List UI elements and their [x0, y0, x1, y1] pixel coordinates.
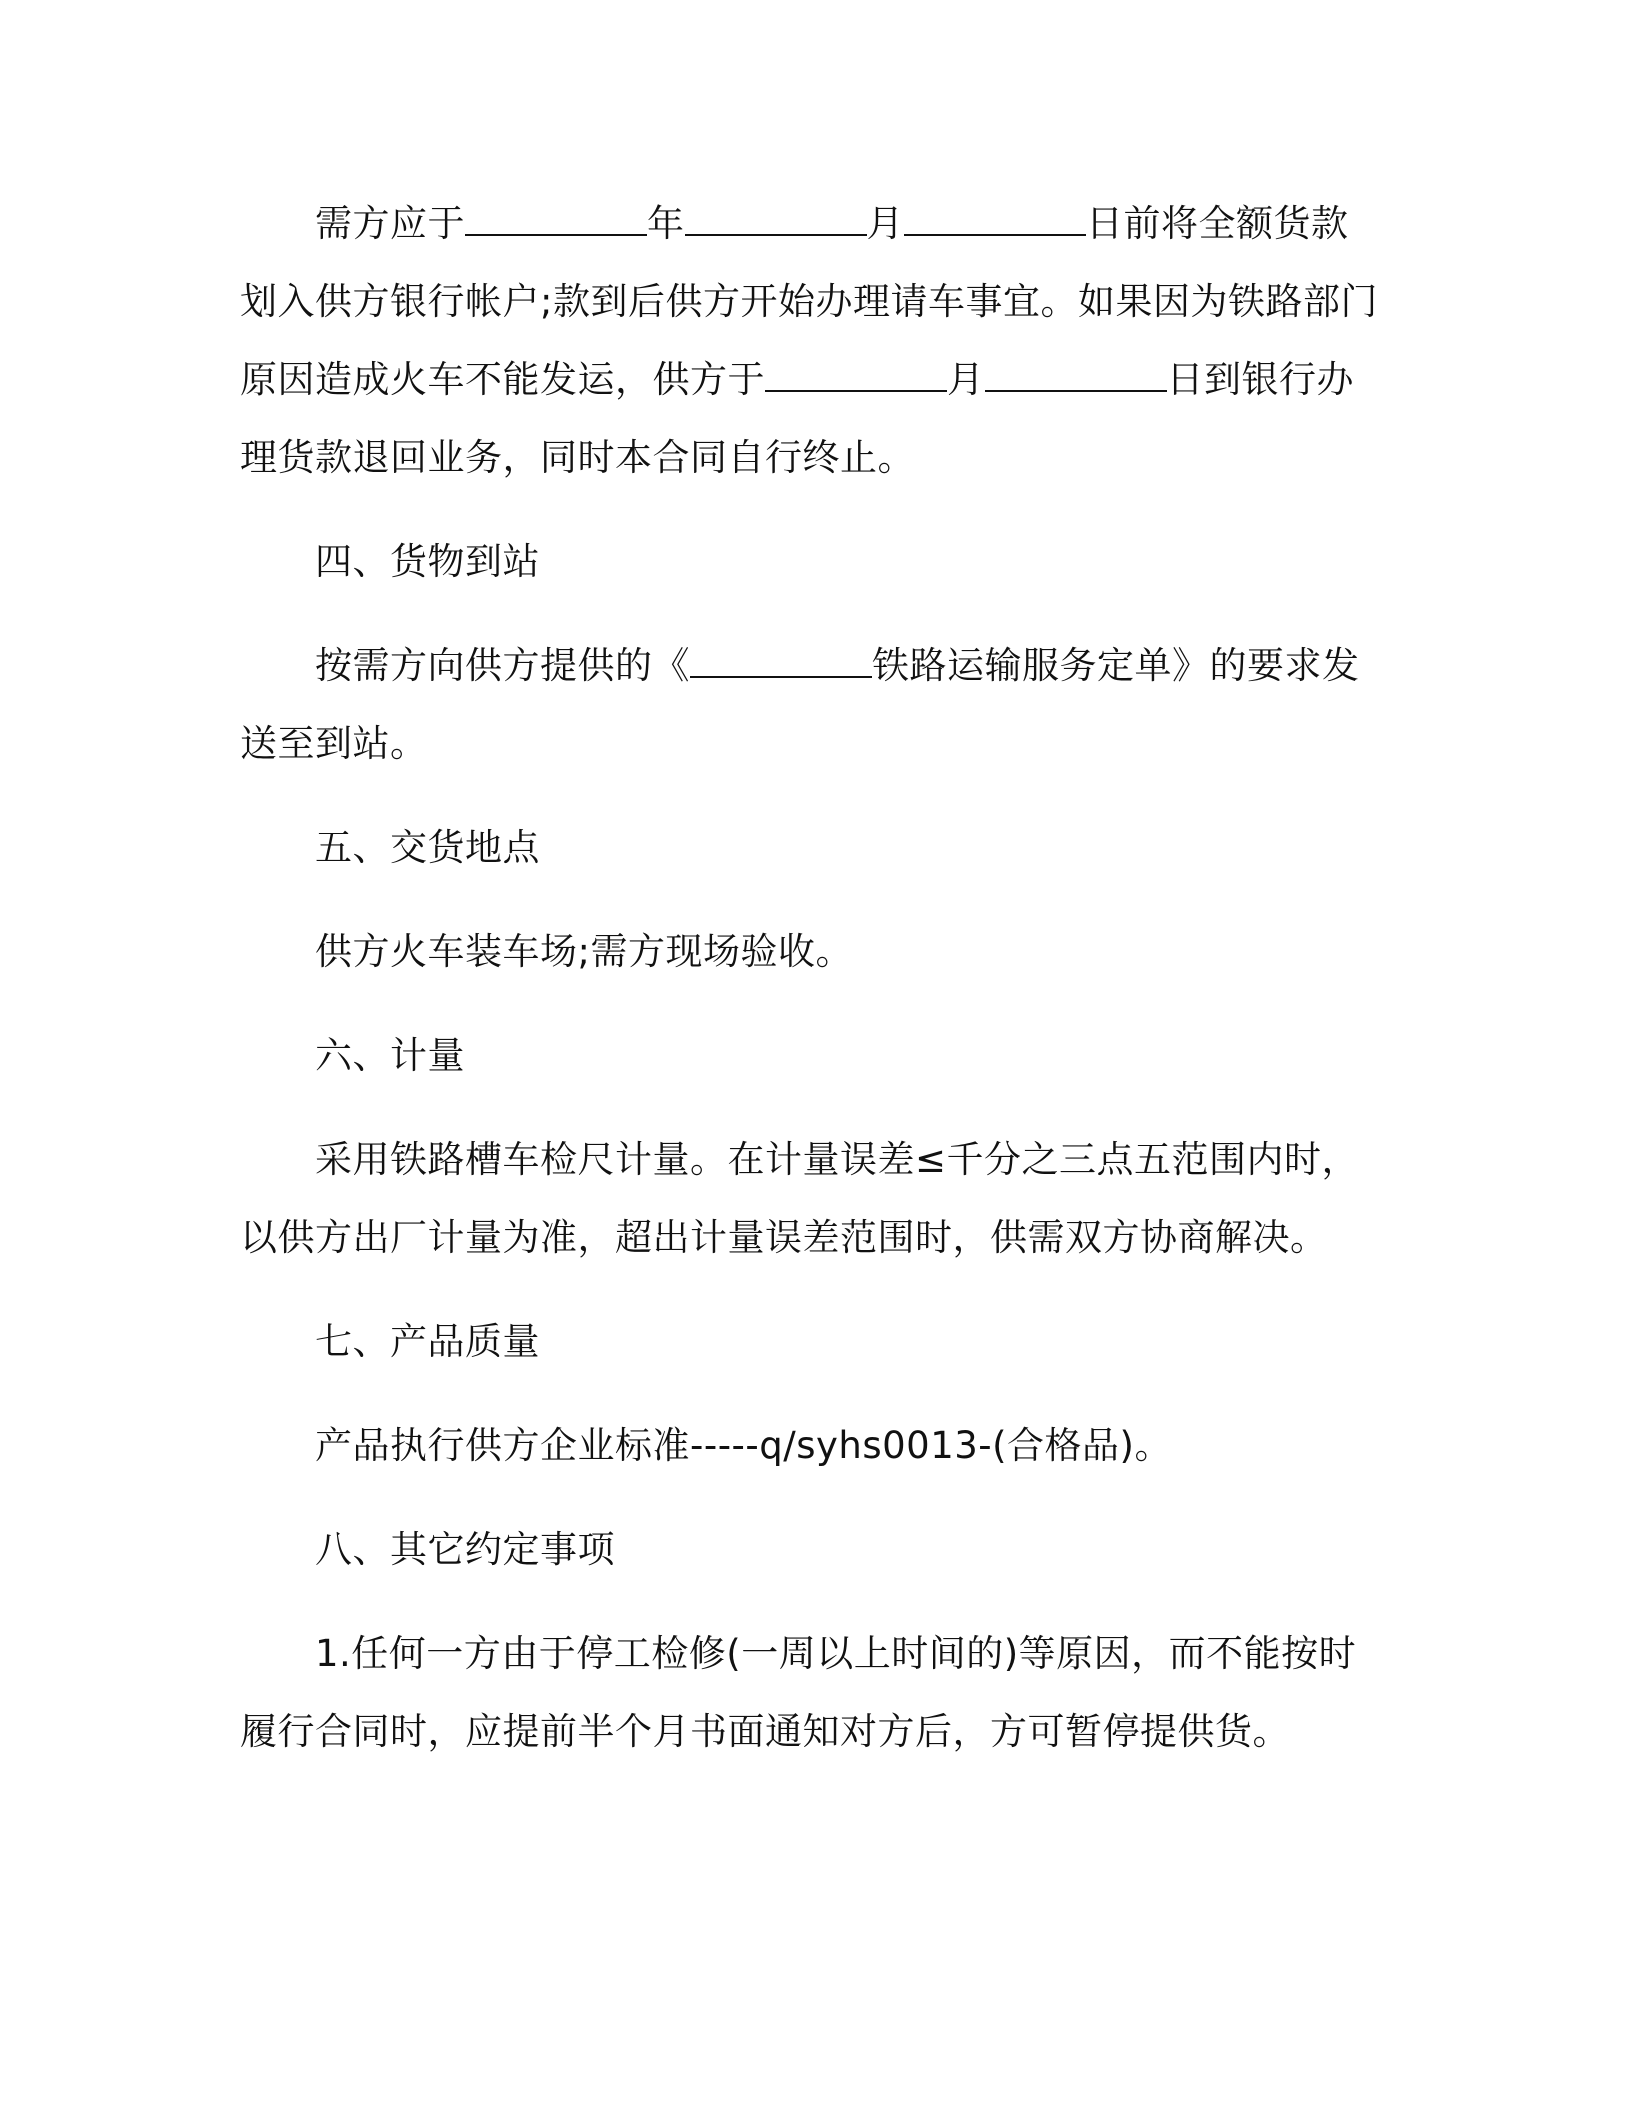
service-order-blank-field — [690, 646, 872, 678]
measurement-paragraph: 采用铁路槽车检尺计量。在计量误差≤千分之三点五范围内时，以供方出厂计量为准，超出计量误差范围时，供需双方协商解决。 — [240, 1138, 1360, 1259]
document-body — [240, 185, 1380, 1797]
other-terms-paragraph: 1.任何一方由于停工检修(一周以上时间的)等原因，而不能按时履行合同时，应提前半个月书面通知对方后，方可暂停提供货。 — [240, 1632, 1357, 1753]
text-run: 月 — [947, 358, 985, 401]
refund-day-blank-field — [985, 360, 1167, 392]
text-run: 月 — [866, 202, 904, 245]
text-run: 按需方向供方提供的《 — [315, 644, 690, 687]
month-blank-field — [685, 204, 867, 236]
day-blank-field — [904, 204, 1086, 236]
arrival-station-paragraph — [240, 627, 1380, 783]
year-blank-field — [465, 204, 647, 236]
text-run: 铁路运输服务定单》的要求发送至到站。 — [240, 644, 1360, 765]
payment-clause-paragraph — [240, 185, 1380, 497]
text-run: 日前将全额货款划入供方银行帐户;款到后供方开始办理请车事宜。如果因为铁路部门原因造成火车不能发运，供方于 — [240, 202, 1378, 401]
product-quality-paragraph: 产品执行供方企业标准-----q/syhs0013-(合格品)。 — [315, 1424, 1172, 1467]
text-run: 需方应于 — [315, 202, 465, 245]
delivery-location-paragraph: 供方火车装车场;需方现场验收。 — [315, 930, 853, 973]
refund-month-blank-field — [765, 360, 947, 392]
section-heading-6: 六、计量 — [315, 1034, 465, 1077]
section-heading-7: 七、产品质量 — [315, 1320, 540, 1363]
text-run: 日到银行办理货款退回业务，同时本合同自行终止。 — [240, 358, 1354, 479]
section-heading-4: 四、货物到站 — [315, 540, 540, 583]
section-heading-8: 八、其它约定事项 — [315, 1528, 615, 1571]
section-heading-5: 五、交货地点 — [315, 826, 540, 869]
text-run: 年 — [647, 202, 685, 245]
